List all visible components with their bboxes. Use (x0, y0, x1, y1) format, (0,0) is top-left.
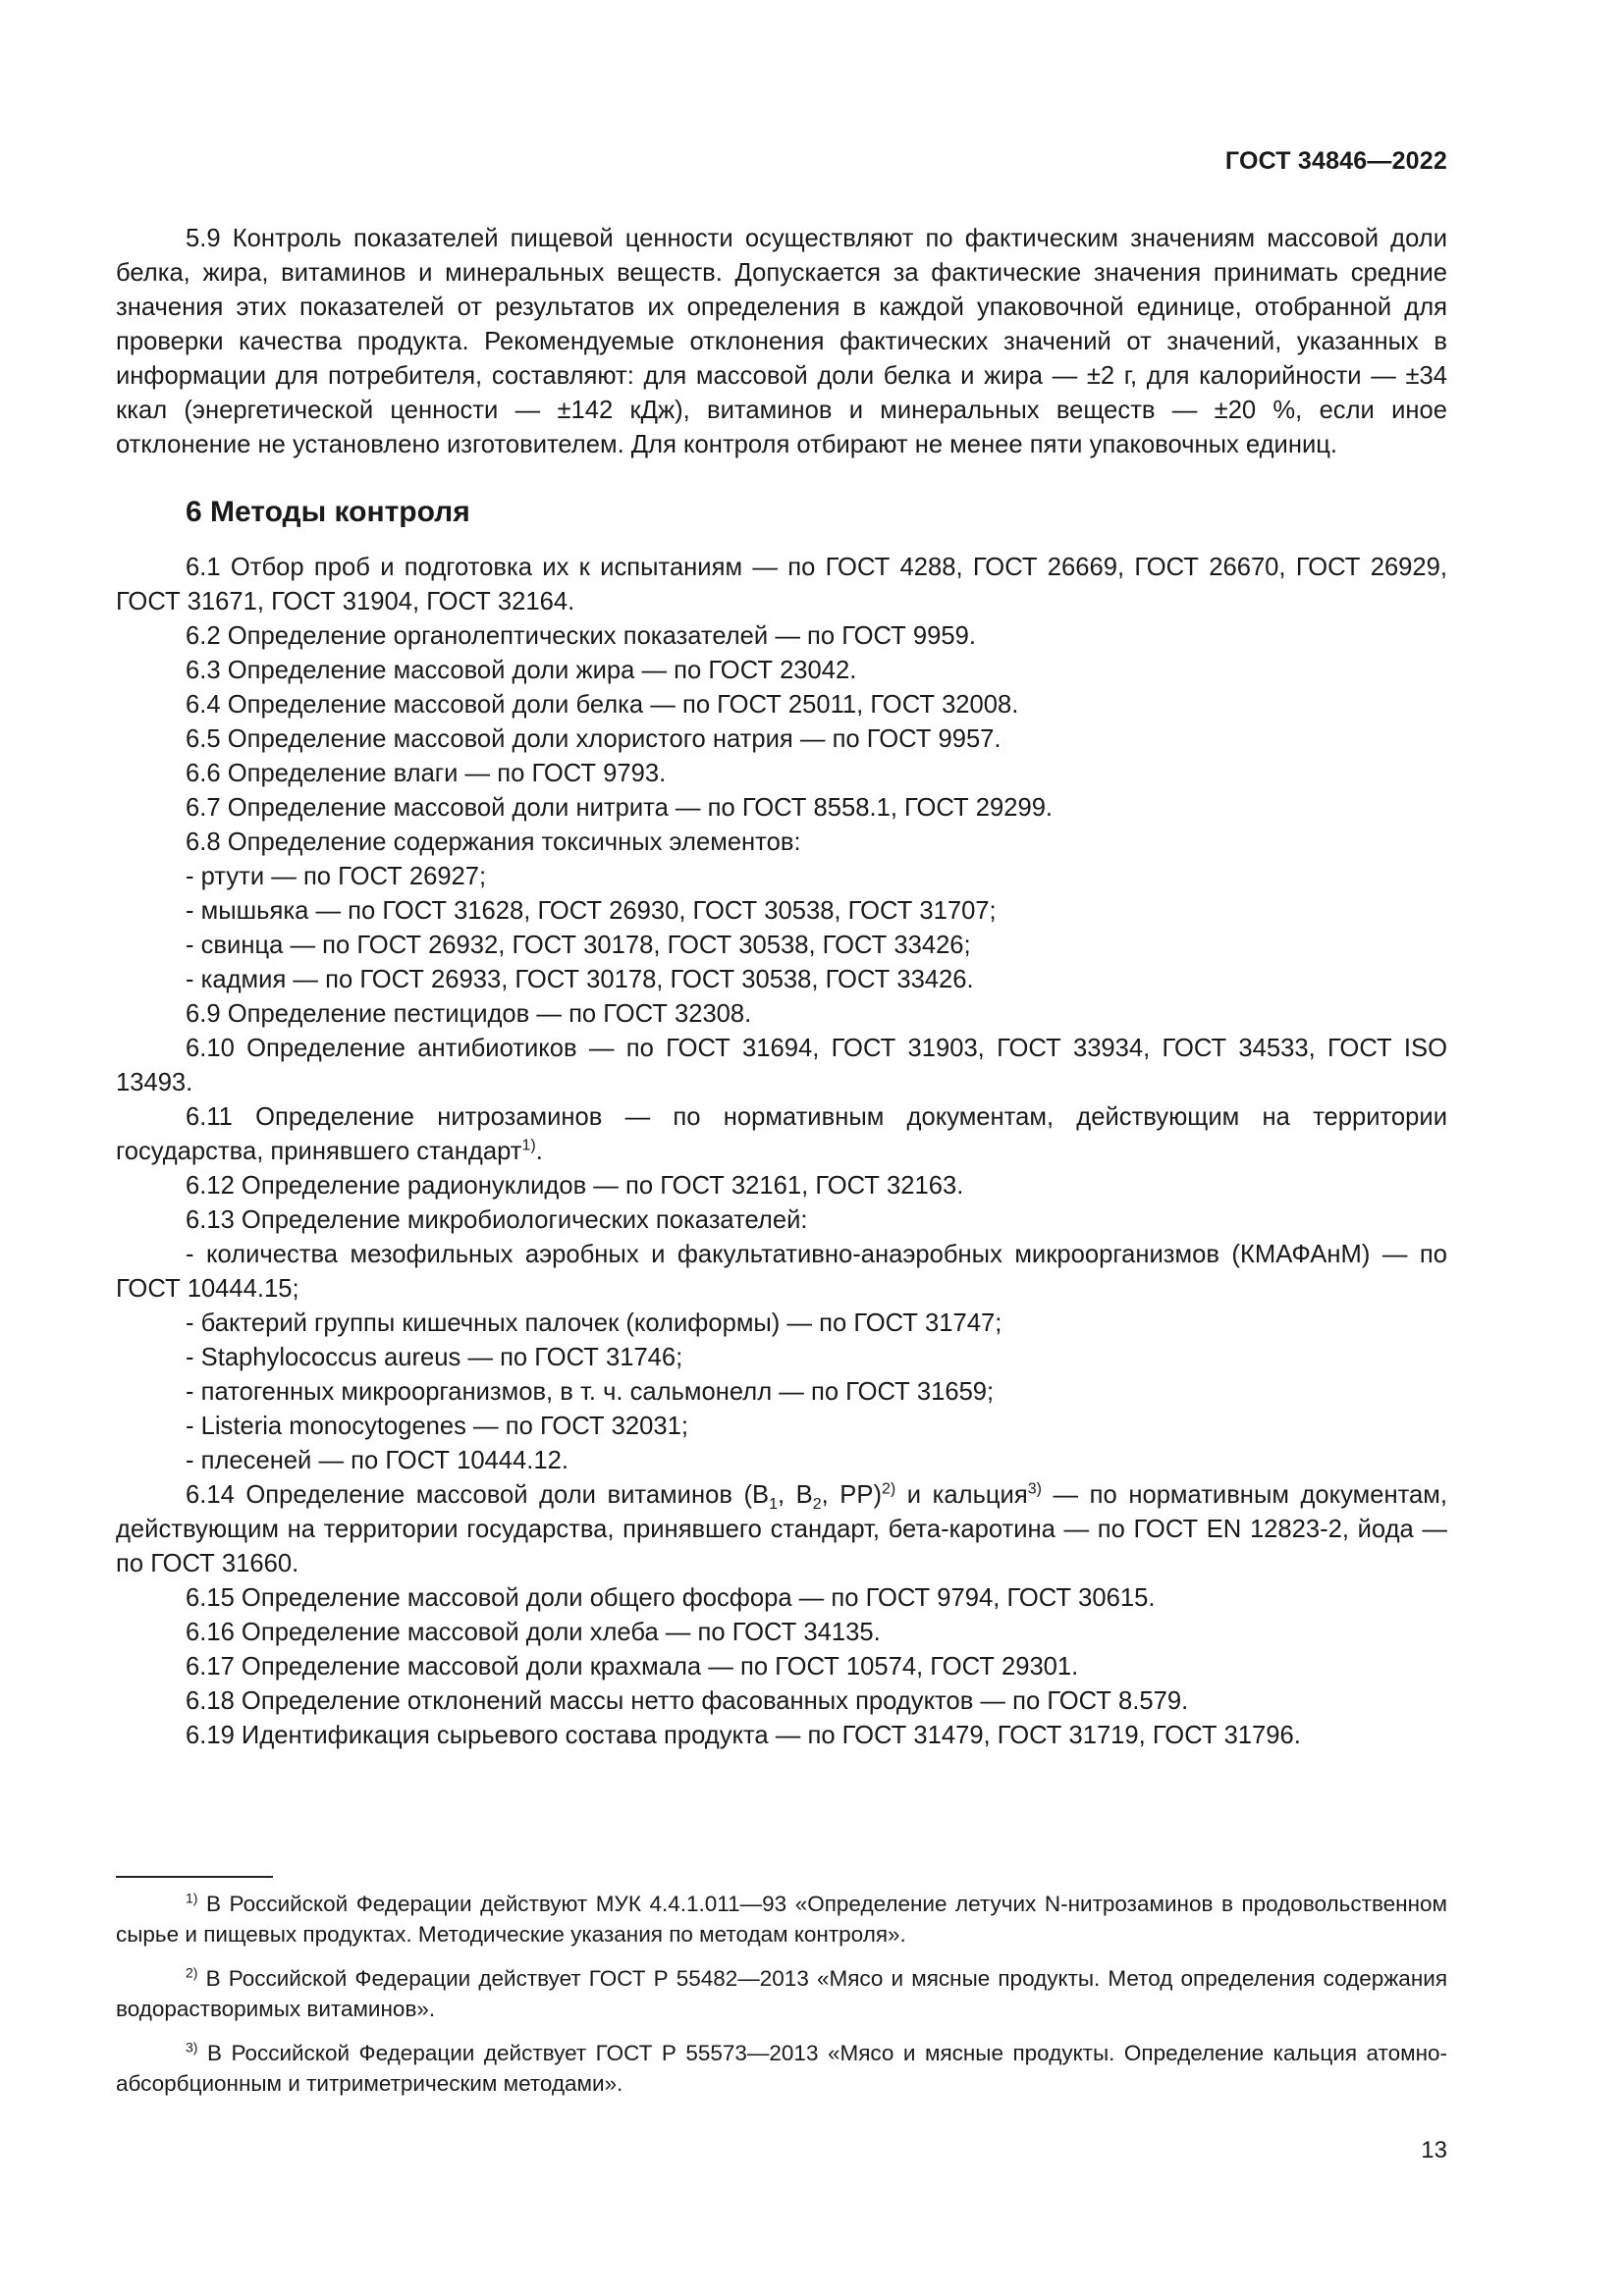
item-6-15: 6.15 Определение массовой доли общего фосфора — по ГОСТ 9794, ГОСТ 30615. (186, 1584, 1156, 1612)
item-6-8-arsenic: - мышьяка — по ГОСТ 31628, ГОСТ 26930, ГОСТ 30538, ГОСТ 31707; (186, 897, 997, 925)
item-6-8: 6.8 Определение содержания токсичных элементов: (186, 828, 801, 856)
section-title: 6 Методы контроля (186, 496, 470, 528)
item-6-14-part3: , PP) (821, 1481, 882, 1509)
item-6-9: 6.9 Определение пестицидов — по ГОСТ 32308. (186, 1000, 752, 1028)
footnote-1-mark: 1) (186, 1890, 198, 1906)
item-6-14-part5: — по нормативным документам, действующим на территории государства, принявшего стандарт, бета-каротина — по ГОСТ EN 12823-2, йода — по ГОСТ 31660. (116, 1481, 1447, 1577)
paragraph-5-9: 5.9 Контроль показателей пищевой ценности осуществляют по фактическим значениям массовой доли белка, жира, витаминов и минеральных веществ. Допускается за фактические значения принимать средние значения этих показателей от результатов их определения в каждой упаковочной единице, отобранной для проверки качества продукта. Рекомендуемые отклонения фактических значений от значений, указанных в информации для потребителя, составляют: для массовой доли белка и жира — ±2 г, для калорийности — ±34 ккал (энергетической ценности — ±142 кДж), витаминов и минеральных веществ — ±20 %, если иное отклонение не установлено изготовителем. Для контроля отбирают не менее пяти упаковочных единиц. (116, 225, 1447, 458)
item-6-8-mercury: - ртути — по ГОСТ 26927; (186, 863, 487, 890)
item-6-13-coliforms: - бактерий группы кишечных палочек (колиформы) — по ГОСТ 31747; (186, 1309, 1002, 1337)
footnote-separator (116, 1876, 273, 1878)
item-6-4: 6.4 Определение массовой доли белка — по ГОСТ 25011, ГОСТ 32008. (186, 691, 1019, 719)
item-6-11-text: 6.11 Определение нитрозаминов — по нормативным документам, действующим на территории государства, принявшего стандарт (116, 1103, 1447, 1165)
item-6-11 (116, 1100, 1447, 1169)
item-6-13-molds: - плесеней — по ГОСТ 10444.12. (186, 1447, 568, 1474)
item-6-10: 6.10 Определение антибиотиков — по ГОСТ 31694, ГОСТ 31903, ГОСТ 33934, ГОСТ 34533, ГОСТ ISO 13493. (116, 1035, 1447, 1096)
item-6-3: 6.3 Определение массовой доли жира — по ГОСТ 23042. (186, 657, 857, 684)
document-header: ГОСТ 34846—2022 (1224, 147, 1447, 175)
footnote-3-mark: 3) (186, 2039, 198, 2056)
footnote-ref-1: 1) (521, 1137, 536, 1154)
item-6-6: 6.6 Определение влаги — по ГОСТ 9793. (186, 760, 667, 787)
item-6-12: 6.12 Определение радионуклидов — по ГОСТ 32161, ГОСТ 32163. (186, 1172, 964, 1200)
footnote-ref-2: 2) (881, 1480, 896, 1498)
item-6-7: 6.7 Определение массовой доли нитрита — по ГОСТ 8558.1, ГОСТ 29299. (186, 794, 1054, 822)
item-6-14-part2: , B (777, 1481, 813, 1509)
item-6-18: 6.18 Определение отклонений массы нетто фасованных продуктов — по ГОСТ 8.579. (186, 1687, 1189, 1715)
footnote-1 (116, 1889, 1447, 1949)
item-6-14-sub1: 1 (769, 1496, 778, 1514)
item-6-5: 6.5 Определение массовой доли хлористого натрия — по ГОСТ 9957. (186, 725, 1001, 753)
item-6-2: 6.2 Определение органолептических показателей — по ГОСТ 9959. (186, 622, 976, 650)
page-number: 13 (1421, 2137, 1447, 2163)
item-6-13-kmafanm: - количества мезофильных аэробных и факультативно-анаэробных микроорганизмов (КМАФАнМ) — по ГОСТ 10444.15; (116, 1241, 1447, 1303)
footnote-3-text: В Российской Федерации действует ГОСТ Р 55573—2013 «Мясо и мясные продукты. Определение кальция атомно-абсорбционным и титриметрическим методами». (116, 2041, 1447, 2096)
footnote-2 (116, 1963, 1447, 2024)
item-6-8-lead: - свинца — по ГОСТ 26932, ГОСТ 30178, ГОСТ 30538, ГОСТ 33426; (186, 932, 971, 959)
document-body (116, 222, 1447, 1753)
footnote-ref-3: 3) (1027, 1480, 1042, 1498)
item-6-13-staphylococcus: - Staphylococcus aureus — по ГОСТ 31746; (186, 1344, 683, 1371)
item-6-17: 6.17 Определение массовой доли крахмала — по ГОСТ 10574, ГОСТ 29301. (186, 1653, 1079, 1681)
footnotes (116, 1889, 1447, 2112)
item-6-13: 6.13 Определение микробиологических показателей: (186, 1206, 808, 1234)
footnote-1-text: В Российской Федерации действуют МУК 4.4.1.011—93 «Определение летучих N-нитрозаминов в продовольственном сырье и пищевых продуктах. Методические указания по методам контроля». (116, 1892, 1447, 1947)
item-6-13-pathogens: - патогенных микроорганизмов, в т. ч. сальмонелл — по ГОСТ 31659; (186, 1378, 995, 1406)
item-6-14-part1: 6.14 Определение массовой доли витаминов (B (186, 1481, 770, 1509)
item-6-19: 6.19 Идентификация сырьевого состава продукта — по ГОСТ 31479, ГОСТ 31719, ГОСТ 31796. (186, 1722, 1301, 1749)
item-6-8-cadmium: - кадмия — по ГОСТ 26933, ГОСТ 30178, ГОСТ 30538, ГОСТ 33426. (186, 966, 974, 993)
footnote-3 (116, 2038, 1447, 2099)
item-6-14-sub2: 2 (812, 1496, 822, 1514)
item-6-14 (116, 1478, 1447, 1581)
item-6-14-part4: и кальция (895, 1481, 1028, 1509)
footnote-2-mark: 2) (186, 1964, 198, 1981)
footnote-2-text: В Российской Федерации действует ГОСТ Р 55482—2013 «Мясо и мясные продукты. Метод определения содержания водорастворимых витаминов». (116, 1966, 1447, 2021)
item-6-13-listeria: - Listeria monocytogenes — по ГОСТ 32031; (186, 1413, 688, 1440)
item-6-16: 6.16 Определение массовой доли хлеба — по ГОСТ 34135. (186, 1619, 881, 1646)
item-6-1: 6.1 Отбор проб и подготовка их к испытаниям — по ГОСТ 4288, ГОСТ 26669, ГОСТ 26670, ГОСТ 26929, ГОСТ 31671, ГОСТ 31904, ГОСТ 32164. (116, 554, 1447, 615)
item-6-11-end: . (535, 1138, 543, 1165)
